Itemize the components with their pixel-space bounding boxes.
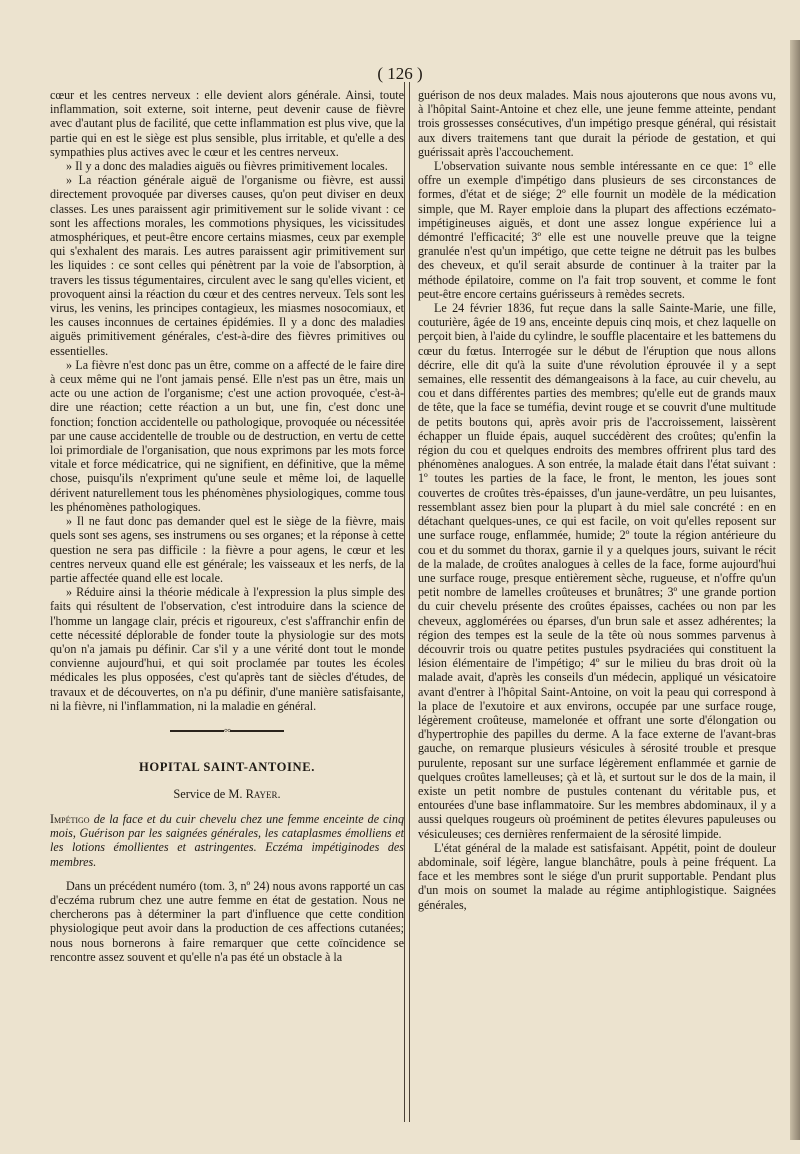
service-prefix: Service de M. (173, 786, 243, 801)
paragraph: Dans un précédent numéro (tom. 3, nº 24) nous avons rapporté un cas d'eczéma rubrum chez une autre femme en état de gestation. Nous ne chercherons pas à déterminer la part d'influence que cette condition physiologique peut avoir dans la production de ces affections cutanées; nous nous bornerons à faire remarquer que cette coïncidence se rencontre assez souvent et qu'elle n'a pas été un obstacle à la (50, 878, 404, 964)
case-dropcap: Impétigo (50, 811, 90, 826)
paragraph: cœur et les centres nerveux : elle devient alors générale. Ainsi, toute inflammation, soit externe, soit interne, peut devenir cause de fièvre avec d'autant plus de facilité, que cette inflammation est plus vive, que la partie qui en est le siège est plus sensible, plus irritable, et qu'elle a des sympathies plus actives avec le cœur et les centres nerveux. (50, 88, 404, 159)
paragraph: L'état général de la malade est satisfaisant. Appétit, point de douleur abdominale, soif légère, langue blanchâtre, pouls à peine fréquent. La face et les membres sont le siége d'un prurit supportable. Pendant plus d'un mois on soumet la malade au régime antiphlogistique. Saignées générales, (418, 840, 776, 912)
paragraph: guérison de nos deux malades. Mais nous ajouterons que nous avons vu, à l'hôpital Saint-Antoine et chez elle, une jeune femme atteinte, pendant trois grossesses consécutives, d'un impétigo presque général, qui résistait aux divers traitemens tant que durait la période de gestation, et qui guérissait après l'accouchement. (418, 88, 776, 159)
section-title: HOPITAL SAINT-ANTOINE. (138, 759, 316, 774)
service-name: Rayer. (245, 786, 281, 801)
page-edge-shadow (790, 40, 800, 1140)
page-number: ( 126 ) (377, 64, 423, 83)
paragraph: Le 24 février 1836, fut reçue dans la salle Sainte-Marie, une fille, couturière, âgée de 19 ans, enceinte depuis cinq mois, et chez laquelle on perçoit bien, à l'aide du cylindre, le souffle placentaire et les battemens du cœur du fœtus. Interrogée sur le début de l'éruption que nous allons décrire, elle dit qu'à la suite d'une révolution éprouvée il y a sept semaines, elle ressentit des démangeaisons à la face, au cuir chevelu, au cou et dans différentes parties des membres; qu'elle eut de grands maux de tête, que la face se tuméfia, devint rouge et se couvrit d'une multitude de petits boutons qui, après avoir pris de l'accroissement, laissèrent échapper un fluide épais, auquel succédèrent des croûtes; qu'enfin la région du cou et quelques endroits des membres offrirent plus tard des phénomènes analogues. A son entrée, la malade était dans l'état suivant : 1º toutes les parties de la face, le front, le menton, les joues sont couvertes de croûtes très-épaisses, d'un jaune-verdâtre, un peu luisantes, ressemblant assez bien pour la plupart à du miel sale concrété : en en détachant quelques-unes, ce qui est facile, on voit qu'elles reposent sur une surface rouge, enflammée, humide; 2º toute la région antérieure du cou et du sommet du thorax, garnie il y a quelques jours, suivant le récit de la malade, de croûtes analogues à celles de la face, forme aujourd'hui une surface rouge, presque entièrement sèche, rugueuse, et n'offre qu'un petit nombre de lamelles croûteuses et brunâtres; 3º une grande portion du cuir chevelu présente des croûtes épaisses, cachées ou non par les cheveux, agglomérées ou éparses, d'un brun sale et assez adhérentes; la région des tempes est la seule de la tête où nous sommes parvenus à découvrir trois ou quatre petites pustules psydraciées qui constituent la lésion élémentaire de l'impétigo; 4º sur le milieu du bras droit où la malade avait, d'après les conseils d'un médecin, appliqué un vésicatoire avant d'entrer à l'hôpital Saint-Antoine, on voit la peau qui correspond à la place de l'exutoire et aux environs, occupée par une surface rouge, légèrement croûteuse, mamelonée et offrant une sorte d'élongation ou d'hypertrophie des papilles du derme. A la face externe de l'avant-bras gauche, on remarque plusieurs vésicules à sérosité trouble et presque purulente, reposant sur une surface légèrement enflammée et garnie de quelques croûtes lamelleuses; çà et là, et surtout sur le dos de la main, il existe un petit nombre de pustules contenant du véritable pus, et entourées d'une base inflammatoire. Sur les membres abdominaux, il y a aussi quelques rougeurs où proéminent de petites élevures papuleuses ou vésiculeuses; ces dernières renfermaient de la sérosité limpide. (418, 301, 776, 841)
paragraph: » Il y a donc des maladies aiguës ou fièvres primitivement locales. (66, 159, 388, 174)
case-title (50, 812, 404, 869)
paragraph: » La fièvre n'est donc pas un être, comme on a affecté de le faire dire à ceux même qui ne l'ont jamais pensé. Elle n'est pas un être, mais un acte ou une action de l'organisme; c'est une action provoquée, c'est-à-dire une réaction; cette réaction a un but, une fin, c'est donc une fonction; fonction accidentelle ou pathologique, provoquée ou nécessitée par une cause accidentelle de trouble ou de destruction, en vertu de cette loi primordiale de l'organisation, que nous exprimons par les mots force vitale et force médicatrice, qui ne signifient, en définitive, que la même chose, puisqu'ils n'expriment qu'une seule et même loi, de laquelle dérivent naturellement tous les phénomènes physiologiques, comme tous les phénomènes pathologiques. (50, 357, 404, 514)
paragraph: » Réduire ainsi la théorie médicale à l'expression la plus simple des faits qui résultent de l'observation, c'est introduire dans la science de l'homme un langage clair, précis et rigoureux, c'est s'affranchir enfin de cette nécessité déplorable de fonder toute la physiologie sur des mots qu'on n'a jamais pu définir. Car s'il y a une vérité dont tout le monde convienne aujourd'hui, et qui soit proclamée par toutes les écoles médicales les plus opposées, c'est qu'après tant de siècles d'études, de travaux et de découvertes, on n'a pu définir, d'une manière satisfaisante, ni la fièvre, ni l'inflammation, ni la maladie en général. (50, 585, 404, 713)
right-column (418, 88, 776, 912)
case-title-text: de la face et du cuir chevelu chez une femme enceinte de cinq mois, Guérison par les saignées générales, les cataplasmes émolliens et les lotions émollientes et astringentes. Eczéma impétiginodes des membres. (50, 811, 404, 869)
service-line (50, 787, 404, 802)
left-column (50, 88, 404, 964)
paragraph: L'observation suivante nous semble intéressante en ce que: 1º elle offre un exemple d'impétigo dans plusieurs de ses circonstances de formes, d'état et de siége; 2º elle fournit un modèle de la médication simple, que M. Rayer emploie dans la plupart des affections eczémato-impétigineuses aiguës, et dont une assez longue expérience lui a démontré l'efficacité; 3º elle est une nouvelle preuve que la teigne granulée n'est qu'un impétigo, que cette teigne ne détruit pas les bulbes des cheveux, et qu'il serait absurde de continuer à la traiter par la méthode épilatoire, comme on l'a fait trop souvent, et comme le font peut-être encore certains guérisseurs à remèdes secrets. (418, 159, 776, 301)
column-divider (404, 82, 410, 1122)
paragraph: » La réaction générale aiguë de l'organisme ou fièvre, est aussi directement provoquée par diverses causes, qu'on peut diviser en deux classes. Les unes paraissent agir primitivement sur le solide vivant : ce sont les affections morales, les commotions physiques, les vicissitudes atmosphériques, et peut-être encore certains miasmes, ceux par exemple qui s'exhalent des marais. Les autres paraissent agir primitivement sur les liquides : ce sont celles qui pénètrent par la voie de l'absorption, à travers les tissus tégumentaires, circulent avec le sang qu'elles vicient, et provoquent ainsi la réaction du cœur et des centres nerveux. Tels sont les virus, les venins, les principes contagieux, les miasmes nosocomiaux, et les causes inconnues de certaines épidémies. Il y a donc des maladies aiguës primitivement générales, c'est-à-dire des fièvres primitives ou essentielles. (50, 173, 404, 358)
paragraph: » Il ne faut donc pas demander quel est le siège de la fièvre, mais quels sont ses agens, ses instrumens ou ses organes; et la réponse à cette question ne sera pas difficile : la fièvre a pour agens, le cœur et les centres nerveux quand elle est générale; les vaisseaux et les nerfs, de la partie affectée quand elle est locale. (50, 514, 404, 585)
ornamental-separator: ◦◦ (50, 723, 404, 738)
